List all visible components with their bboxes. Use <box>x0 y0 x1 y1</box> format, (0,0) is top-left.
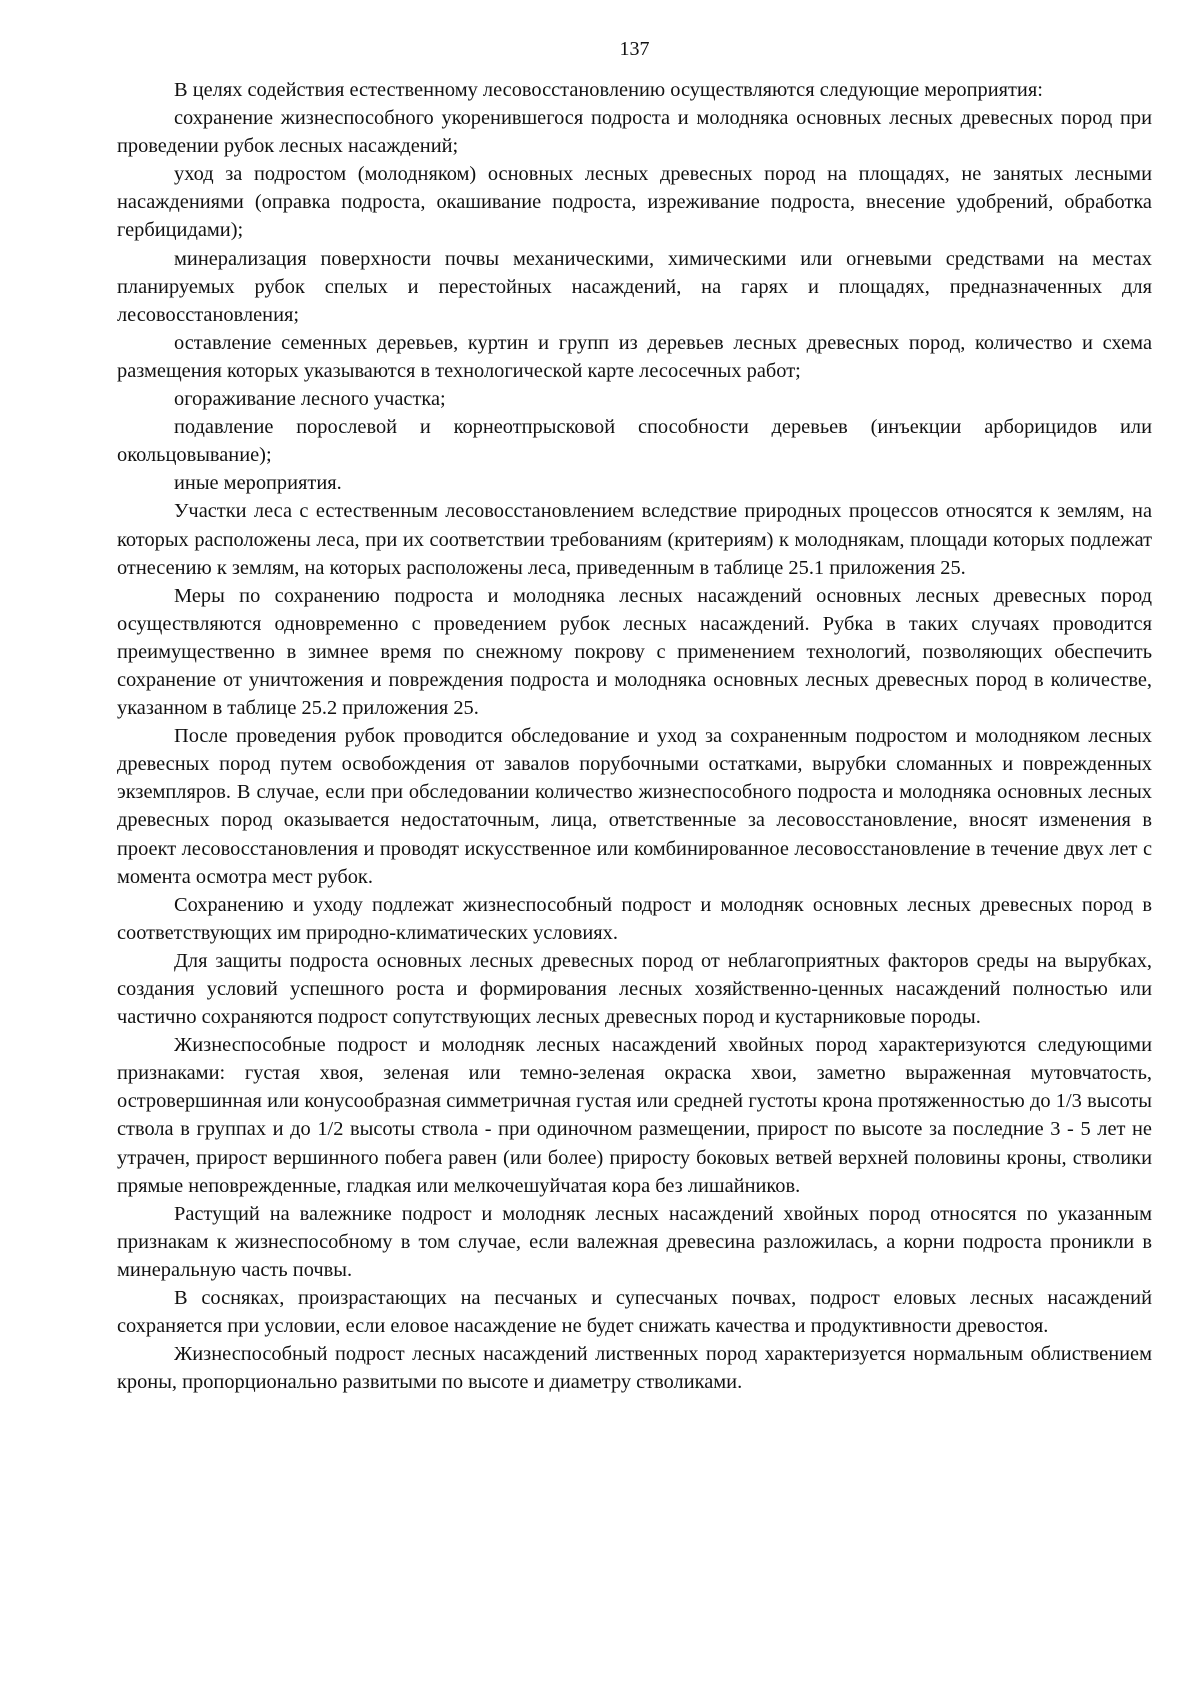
paragraph: Для защиты подроста основных лесных древесных пород от неблагоприятных факторов среды на вырубках, создания условий успешного роста и формирования лесных хозяйственно-ценных насаждений полностью или частично сохраняются подрост сопутствующих лесных древесных пород и кустарниковые породы. <box>117 949 1152 1029</box>
paragraph-list-item: подавление порослевой и корнеотпрысковой способности деревьев (инъекции арборицидов или окольцовывание); <box>117 416 1152 467</box>
paragraph-intro: В целях содействия естественному лесовосстановлению осуществляются следующие мероприятия: <box>174 79 1043 101</box>
document-page <box>117 36 1152 1396</box>
paragraph-list-item: уход за подростом (молодняком) основных лесных древесных пород на площадях, не занятых лесными насаждениями (оправка подроста, окашивание подроста, изреживание подроста, внесение удобрений, обработка гербицидами); <box>117 163 1152 242</box>
paragraph: После проведения рубок проводится обследование и уход за сохраненным подростом и молодняком лесных древесных пород путем освобождения от завалов порубочными остатками, вырубки сломанных и поврежденных экземпляров. В случае, если при обследовании количество жизнеспособного подроста и молодняка основных лесных древесных пород оказывается недостаточным, лица, ответственные за лесовосстановление, вносят изменения в проект лесовосстановления и проводят искусственное или комбинированное лесовосстановление в течение двух лет с момента осмотра мест рубок. <box>117 725 1152 888</box>
paragraph: Сохранению и уходу подлежат жизнеспособный подрост и молодняк основных лесных древесных пород в соответствующих им природно-климатических условиях. <box>117 893 1152 944</box>
paragraph: Участки леса с естественным лесовосстановлением вследствие природных процессов относятся к землям, на которых расположены леса, при их соответствии требованиям (критериям) к молоднякам, площади которых подлежат отнесению к землям, на которых расположены леса, приведенным в таблице 25.1 приложения 25. <box>117 500 1152 579</box>
paragraph-list-item: иные мероприятия. <box>174 472 342 495</box>
paragraph: В сосняках, произрастающих на песчаных и супесчаных почвах, подрост еловых лесных насаждений сохраняется при условии, если еловое насаждение не будет снижать качества и продуктивности древостоя. <box>117 1287 1152 1338</box>
paragraph: Растущий на валежнике подрост и молодняк лесных насаждений хвойных пород относятся по указанным признакам к жизнеспособному в том случае, если валежная древесина разложилась, а корни подроста проникли в минеральную часть почвы. <box>117 1202 1152 1281</box>
paragraph: Жизнеспособные подрост и молодняк лесных насаждений хвойных пород характеризуются следующими признаками: густая хвоя, зеленая или темно-зеленая окраска хвои, заметно выраженная мутовчатость, островершинная или конусообразная симметричная густая или средней густоты крона протяженностью до 1/3 высоты ствола в группах и до 1/2 высоты ствола - при одиночном размещении, прирост по высоте за последние 3 - 5 лет не утрачен, прирост вершинного побега равен (или более) приросту боковых ветвей верхней половины кроны, стволики прямые неповрежденные, гладкая или мелкочешуйчатая кора без лишайников. <box>117 1034 1152 1197</box>
paragraph: Жизнеспособный подрост лесных насаждений лиственных пород характеризуется нормальным облиствением кроны, пропорционально развитыми по высоте и диаметру стволиками. <box>117 1343 1152 1394</box>
paragraph-list-item: минерализация поверхности почвы механическими, химическими или огневыми средствами на местах планируемых рубок спелых и перестойных насаждений, на гарях и площадях, предназначенных для лесовосстановления; <box>117 247 1152 326</box>
paragraph-list-item: огораживание лесного участка; <box>174 388 446 411</box>
paragraph-list-item: сохранение жизнеспособного укоренившегося подроста и молодняка основных лесных древесных пород при проведении рубок лесных насаждений; <box>117 107 1152 158</box>
paragraph: Меры по сохранению подроста и молодняка лесных насаждений основных лесных древесных пород осуществляются одновременно с проведением рубок лесных насаждений. Рубка в таких случаях проводится преимущественно в зимнее время по снежному покрову с применением технологий, позволяющих обеспечить сохранение от уничтожения и повреждения подроста и молодняка основных лесных древесных пород в количестве, указанном в таблице 25.2 приложения 25. <box>117 584 1152 720</box>
page-number: 137 <box>619 38 650 60</box>
paragraph-list-item: оставление семенных деревьев, куртин и групп из деревьев лесных древесных пород, количество и схема размещения которых указываются в технологической карте лесосечных работ; <box>117 331 1152 382</box>
